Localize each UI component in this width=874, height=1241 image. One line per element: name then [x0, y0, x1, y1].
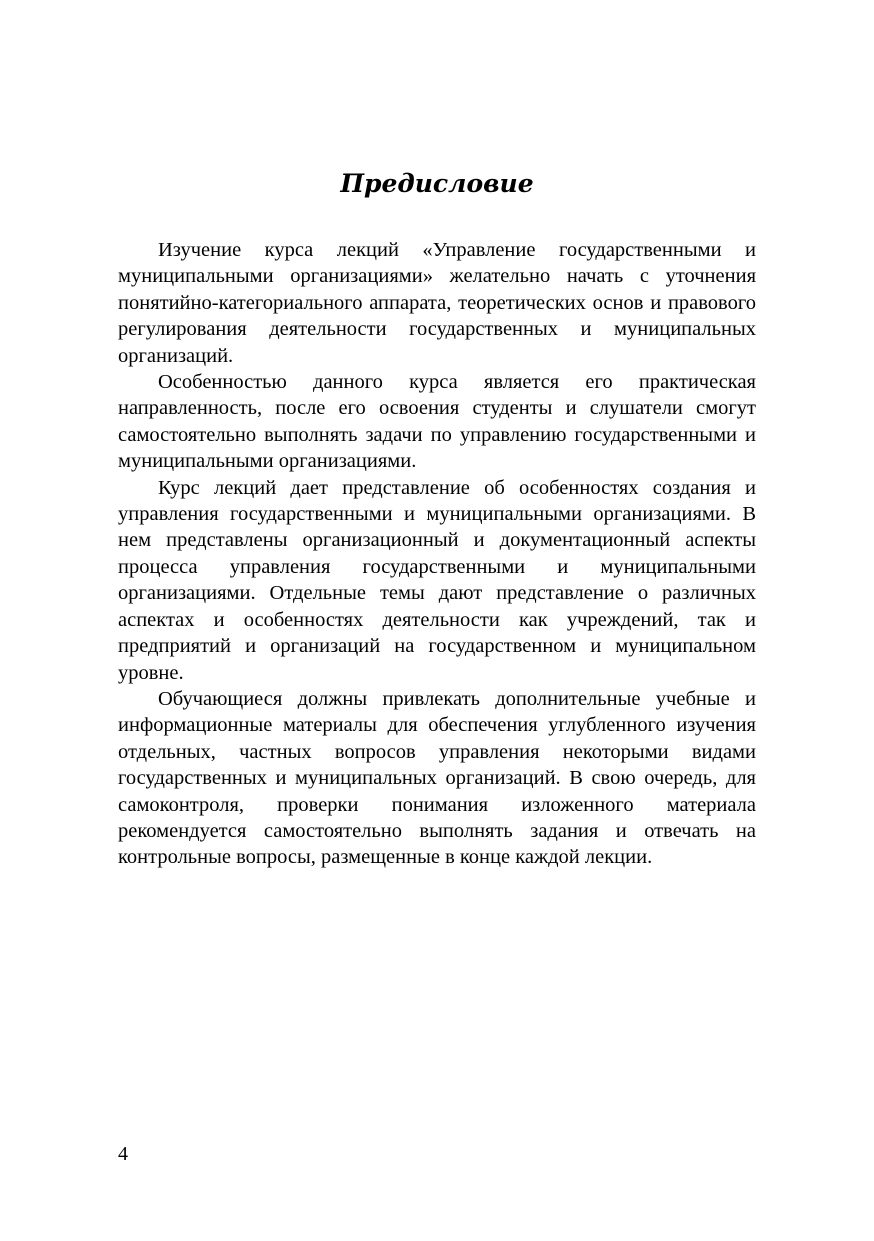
body-text [118, 237, 756, 871]
paragraph-3: Курс лекций дает представление об особенностях создания и управления государственными и муниципальными организациями. В нем представлены организационный и документационный аспекты процесса управления государственными и муниципальными организациями. Отдельные темы дают представление о различных аспектах и особенностях деятельности как учреждений, так и предприятий и организаций на государственном и муниципальном уровне. [118, 476, 756, 684]
page-title: Предисловие [340, 169, 534, 198]
paragraph-2: Особенностью данного курса является его практическая направленность, после его освоения студенты и слушатели смогут самостоятельно выполнять задачи по управлению государственными и муниципальными организациями. [118, 371, 756, 473]
page-number: 4 [118, 1143, 128, 1165]
paragraph-1: Изучение курса лекций «Управление государственными и муниципальными организациями» желательно начать с уточнения понятийно-категориального аппарата, теоретических основ и правового регулирования деятельности государственных и муниципальных организаций. [118, 239, 756, 367]
paragraph-4: Обучающиеся должны привлекать дополнительные учебные и информационные материалы для обеспечения углубленного изучения отдельных, частных вопросов управления некоторыми видами государственных и муниципальных организаций. В свою очередь, для самоконтроля, проверки понимания изложенного материала рекомендуется самостоятельно выполнять задания и отвечать на контрольные вопросы, размещенные в конце каждой лекции. [118, 687, 756, 869]
